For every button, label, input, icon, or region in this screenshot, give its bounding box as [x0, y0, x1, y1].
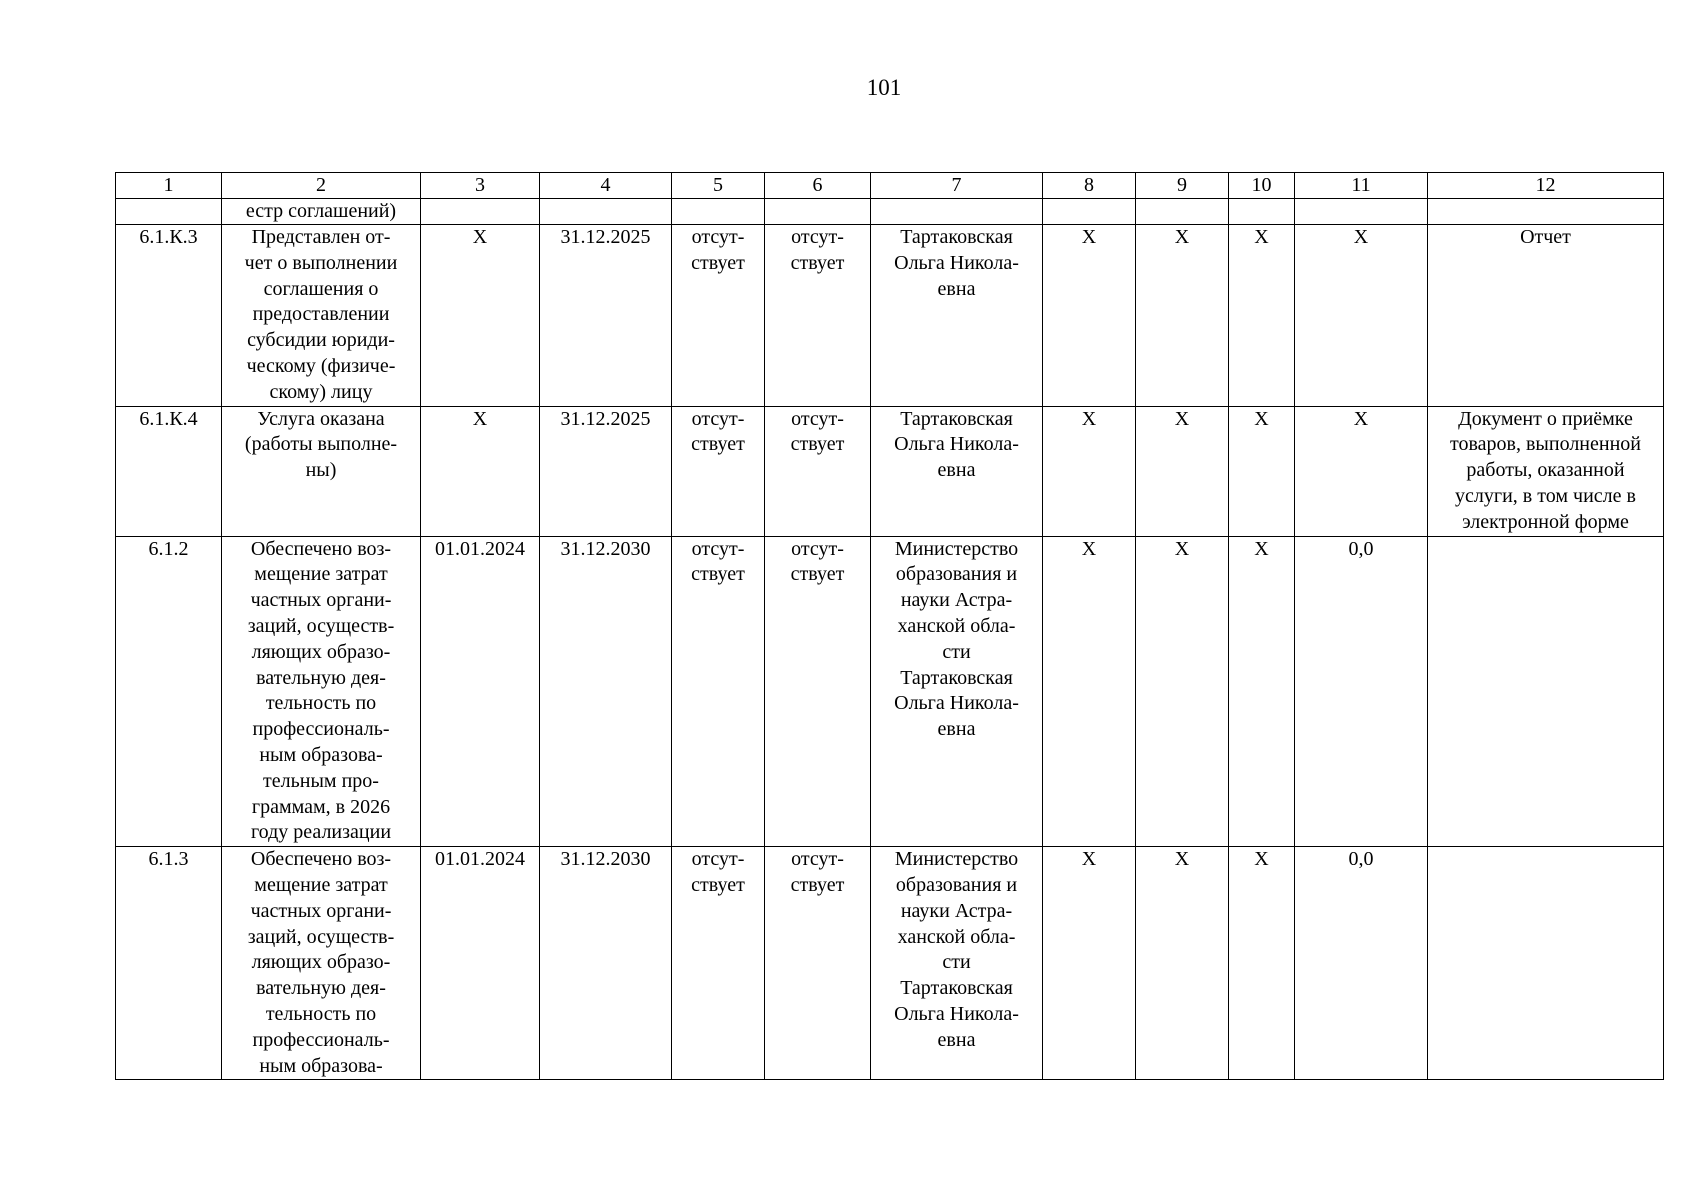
- cell-responsible: Тартаковская Ольга Никола- евна: [871, 406, 1043, 536]
- cell-responsible: Министерство образования и науки Астра- ханской обла- сти Тартаковская Ольга Никола- евна: [871, 847, 1043, 1080]
- cell-document: [1428, 847, 1664, 1080]
- cell-name: Представлен от- чет о выполнении соглашения о предоставлении субсидии юриди- ческому (физиче- скому) лицу: [222, 225, 421, 407]
- cell-col10: Х: [1229, 536, 1295, 847]
- cell-col6: отсут- ствует: [765, 406, 871, 536]
- cell-col8: [1043, 199, 1136, 225]
- cell-id: 6.1.3: [116, 847, 222, 1080]
- column-header-3: 3: [421, 173, 540, 199]
- cell-col11: 0,0: [1295, 536, 1428, 847]
- cell-col8: Х: [1043, 847, 1136, 1080]
- cell-col11: Х: [1295, 406, 1428, 536]
- cell-col8: Х: [1043, 536, 1136, 847]
- cell-col11: [1295, 199, 1428, 225]
- column-header-10: 10: [1229, 173, 1295, 199]
- cell-col10: Х: [1229, 406, 1295, 536]
- table-row: [116, 225, 1664, 407]
- cell-col6: [765, 199, 871, 225]
- column-header-9: 9: [1136, 173, 1229, 199]
- cell-id: 6.1.2: [116, 536, 222, 847]
- cell-col9: Х: [1136, 406, 1229, 536]
- cell-col8: Х: [1043, 406, 1136, 536]
- cell-name: естр соглашений): [222, 199, 421, 225]
- cell-start-date: 01.01.2024: [421, 847, 540, 1080]
- cell-col5: отсут- ствует: [672, 225, 765, 407]
- table-header-row: [116, 173, 1664, 199]
- cell-col11: 0,0: [1295, 847, 1428, 1080]
- cell-col10: [1229, 199, 1295, 225]
- cell-end-date: 31.12.2030: [540, 847, 672, 1080]
- cell-document: [1428, 536, 1664, 847]
- column-header-1: 1: [116, 173, 222, 199]
- column-header-4: 4: [540, 173, 672, 199]
- cell-end-date: [540, 199, 672, 225]
- table-row: [116, 406, 1664, 536]
- cell-col5: отсут- ствует: [672, 406, 765, 536]
- cell-col8: Х: [1043, 225, 1136, 407]
- cell-name: Обеспечено воз- мещение затрат частных органи- заций, осуществ- ляющих образо- вательную дея- тельность по профессиональ- ным образова-: [222, 847, 421, 1080]
- cell-col5: отсут- ствует: [672, 847, 765, 1080]
- cell-id: 6.1.К.3: [116, 225, 222, 407]
- cell-document: Отчет: [1428, 225, 1664, 407]
- cell-col5: отсут- ствует: [672, 536, 765, 847]
- cell-responsible: Тартаковская Ольга Никола- евна: [871, 225, 1043, 407]
- cell-id: 6.1.К.4: [116, 406, 222, 536]
- column-header-8: 8: [1043, 173, 1136, 199]
- cell-start-date: Х: [421, 406, 540, 536]
- cell-start-date: Х: [421, 225, 540, 407]
- column-header-6: 6: [765, 173, 871, 199]
- cell-end-date: 31.12.2025: [540, 406, 672, 536]
- cell-col5: [672, 199, 765, 225]
- cell-col10: Х: [1229, 225, 1295, 407]
- cell-col9: Х: [1136, 847, 1229, 1080]
- cell-responsible: [871, 199, 1043, 225]
- column-header-2: 2: [222, 173, 421, 199]
- cell-document: [1428, 199, 1664, 225]
- column-header-11: 11: [1295, 173, 1428, 199]
- cell-col6: отсут- ствует: [765, 847, 871, 1080]
- cell-col6: отсут- ствует: [765, 225, 871, 407]
- plan-table: [115, 172, 1664, 1080]
- cell-responsible: Министерство образования и науки Астра- ханской обла- сти Тартаковская Ольга Никола- евна: [871, 536, 1043, 847]
- column-header-12: 12: [1428, 173, 1664, 199]
- table-row: [116, 536, 1664, 847]
- cell-col6: отсут- ствует: [765, 536, 871, 847]
- table-row: [116, 199, 1664, 225]
- column-header-5: 5: [672, 173, 765, 199]
- page-number: 101: [866, 75, 902, 100]
- cell-col9: [1136, 199, 1229, 225]
- cell-id: [116, 199, 222, 225]
- cell-col9: Х: [1136, 536, 1229, 847]
- cell-start-date: 01.01.2024: [421, 536, 540, 847]
- cell-end-date: 31.12.2030: [540, 536, 672, 847]
- cell-col9: Х: [1136, 225, 1229, 407]
- cell-name: Обеспечено воз- мещение затрат частных органи- заций, осуществ- ляющих образо- вательную дея- тельность по профессиональ- ным образова- тельным про- граммам, в 2026 году реализации: [222, 536, 421, 847]
- cell-name: Услуга оказана (работы выполне- ны): [222, 406, 421, 536]
- table-row: [116, 847, 1664, 1080]
- cell-start-date: [421, 199, 540, 225]
- cell-document: Документ о приёмке товаров, выполненной работы, оказанной услуги, в том числе в электронной форме: [1428, 406, 1664, 536]
- cell-end-date: 31.12.2025: [540, 225, 672, 407]
- cell-col10: Х: [1229, 847, 1295, 1080]
- column-header-7: 7: [871, 173, 1043, 199]
- cell-col11: Х: [1295, 225, 1428, 407]
